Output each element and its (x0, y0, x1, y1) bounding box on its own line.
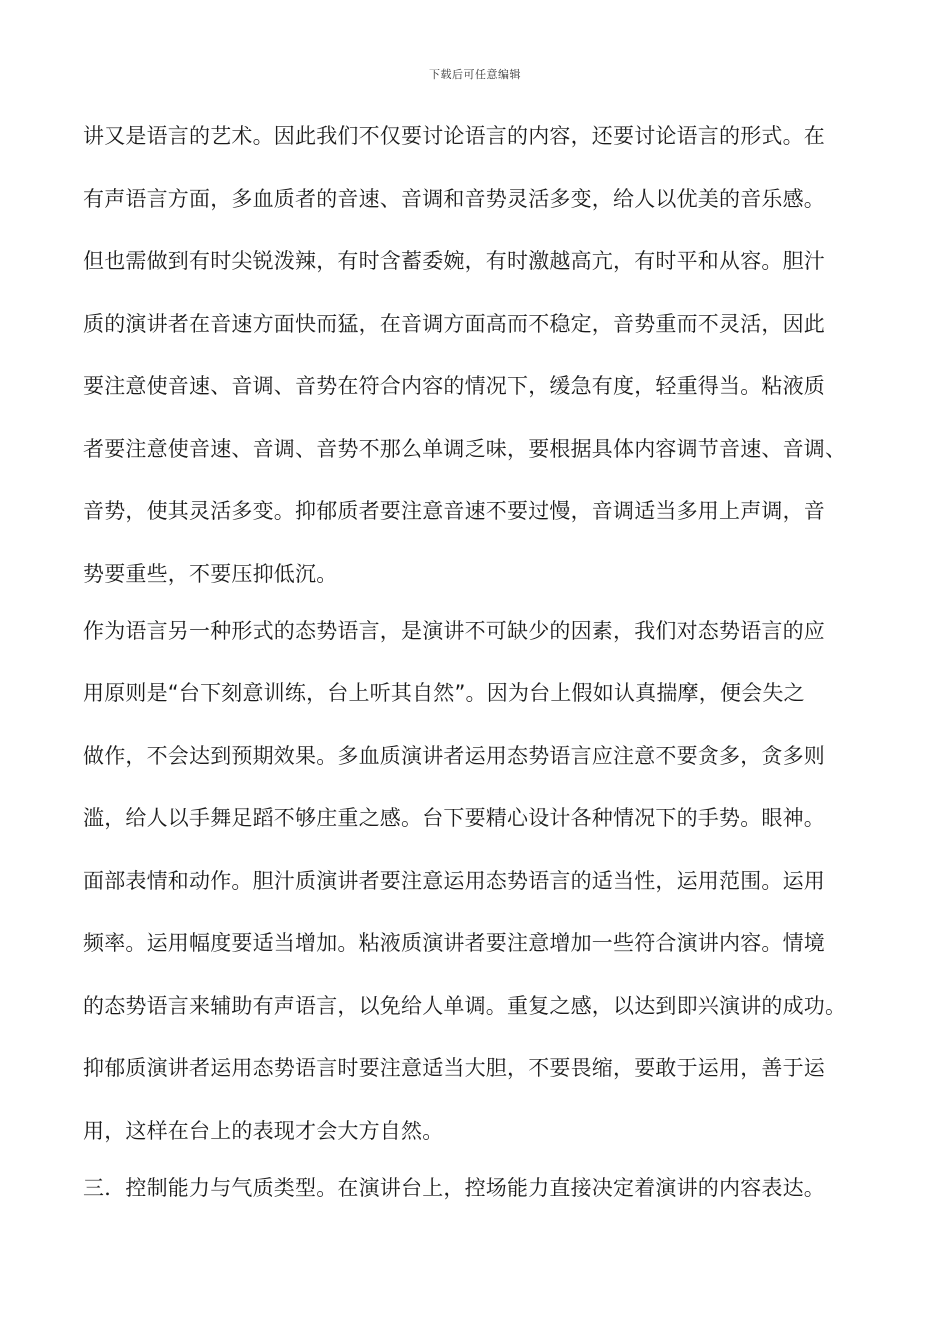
paragraph-line: 但也需做到有时尖锐泼辣，有时含蓄委婉，有时激越高亢，有时平和从容。胆汁 (83, 249, 825, 273)
paragraph-line: 有声语言方面，多血质者的音速、音调和音势灵活多变，给人以优美的音乐感。 (83, 187, 825, 211)
paragraph-line: 要注意使音速、音调、音势在符合内容的情况下，缓急有度，轻重得当。粘液质 (83, 374, 825, 398)
paragraph-line: 频率。运用幅度要适当增加。粘液质演讲者要注意增加一些符合演讲内容。情境 (83, 931, 825, 955)
page-header: 下载后可任意编辑 (429, 68, 521, 81)
paragraph-line: 面部表情和动作。胆汁质演讲者要注意运用态势语言的适当性，运用范围。运用 (83, 869, 825, 893)
section-heading-line: 三．控制能力与气质类型。在演讲台上，控场能力直接决定着演讲的内容表达。 (83, 1176, 825, 1200)
paragraph-line: 用原则是“台下刻意训练，台上听其自然”。因为台上假如认真揣摩，便会失之 (83, 681, 805, 705)
paragraph-line: 音势，使其灵活多变。抑郁质者要注意音速不要过慢，音调适当多用上声调，音 (83, 499, 825, 523)
paragraph-line: 做作，不会达到预期效果。多血质演讲者运用态势语言应注意不要贪多，贪多则 (83, 744, 825, 768)
paragraph-line: 的态势语言来辅助有声语言，以免给人单调。重复之感，以达到即兴演讲的成功。 (83, 994, 847, 1018)
paragraph-line: 质的演讲者在音速方面快而猛，在音调方面高而不稳定，音势重而不灵活，因此 (83, 312, 825, 336)
paragraph-line: 用，这样在台上的表现才会大方自然。 (83, 1119, 444, 1143)
paragraph-line: 势要重些，不要压抑低沉。 (83, 562, 338, 586)
paragraph-line: 者要注意使音速、音调、音势不那么单调乏味，要根据具体内容调节音速、音调、 (83, 437, 847, 461)
paragraph-line: 抑郁质演讲者运用态势语言时要注意适当大胆，不要畏缩，要敢于运用，善于运 (83, 1056, 825, 1080)
paragraph-line: 讲又是语言的艺术。因此我们不仅要讨论语言的内容，还要讨论语言的形式。在 (83, 124, 825, 148)
paragraph-line: 作为语言另一种形式的态势语言，是演讲不可缺少的因素，我们对态势语言的应 (83, 619, 825, 643)
paragraph-line: 滥，给人以手舞足蹈不够庄重之感。台下要精心设计各种情况下的手势。眼神。 (83, 806, 825, 830)
